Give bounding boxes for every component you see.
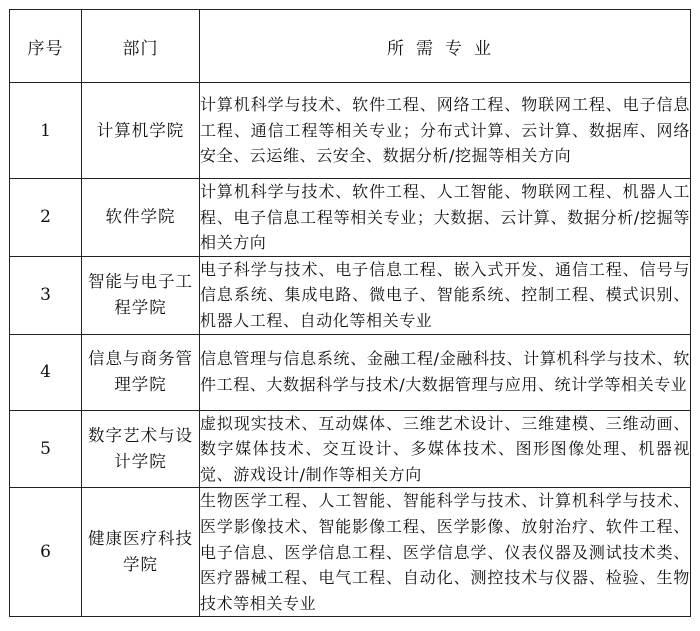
table-row bbox=[10, 334, 691, 410]
header-major bbox=[200, 10, 691, 83]
department-name: 健康医疗科技学院 bbox=[82, 488, 200, 617]
table-row bbox=[10, 488, 691, 617]
required-majors: 虚拟现实技术、互动媒体、三维艺术设计、三维建模、三维动画、数字媒体技术、交互设计、多媒体技术、图形图像处理、机器视觉、游戏设计/制作等相关方向 bbox=[200, 410, 691, 488]
row-number: 2 bbox=[10, 179, 82, 257]
required-majors: 生物医学工程、人工智能、智能科学与技术、计算机科学与技术、医学影像技术、智能影像工程、医学影像、放射治疗、软件工程、电子信息、医学信息工程、医学信息学、仪表仪器及测试技术类、医疗器械工程、电气工程、自动化、测控技术与仪器、检验、生物技术等相关专业 bbox=[200, 488, 691, 617]
header-dept: 部门 bbox=[82, 10, 200, 83]
row-number: 3 bbox=[10, 256, 82, 334]
row-number: 6 bbox=[10, 488, 82, 617]
table-row bbox=[10, 256, 691, 334]
table-row bbox=[10, 179, 691, 257]
department-name: 计算机学院 bbox=[82, 83, 200, 179]
required-majors: 信息管理与信息系统、金融工程/金融科技、计算机科学与技术、软件工程、大数据科学与技术/大数据管理与应用、统计学等相关专业 bbox=[200, 334, 691, 410]
table-row bbox=[10, 83, 691, 179]
row-number: 5 bbox=[10, 410, 82, 488]
header-no: 序号 bbox=[10, 10, 82, 83]
header-major-label: 所需专业 bbox=[387, 38, 503, 59]
department-name: 软件学院 bbox=[82, 179, 200, 257]
required-majors: 计算机科学与技术、软件工程、网络工程、物联网工程、电子信息工程、通信工程等相关专业；分布式计算、云计算、数据库、网络安全、云运维、云安全、数据分析/挖掘等相关方向 bbox=[200, 83, 691, 179]
row-number: 4 bbox=[10, 334, 82, 410]
row-number: 1 bbox=[10, 83, 82, 179]
department-name: 数字艺术与设计学院 bbox=[82, 410, 200, 488]
table-row bbox=[10, 410, 691, 488]
department-name: 信息与商务管理学院 bbox=[82, 334, 200, 410]
header-row bbox=[10, 10, 691, 83]
required-majors: 计算机科学与技术、软件工程、人工智能、物联网工程、机器人工程、电子信息工程等相关专业；大数据、云计算、数据分析/挖掘等相关方向 bbox=[200, 179, 691, 257]
majors-table bbox=[9, 9, 691, 617]
table-header bbox=[10, 10, 691, 83]
table-body bbox=[10, 83, 691, 617]
department-name: 智能与电子工程学院 bbox=[82, 256, 200, 334]
required-majors: 电子科学与技术、电子信息工程、嵌入式开发、通信工程、信号与信息系统、集成电路、微电子、智能系统、控制工程、模式识别、机器人工程、自动化等相关专业 bbox=[200, 256, 691, 334]
